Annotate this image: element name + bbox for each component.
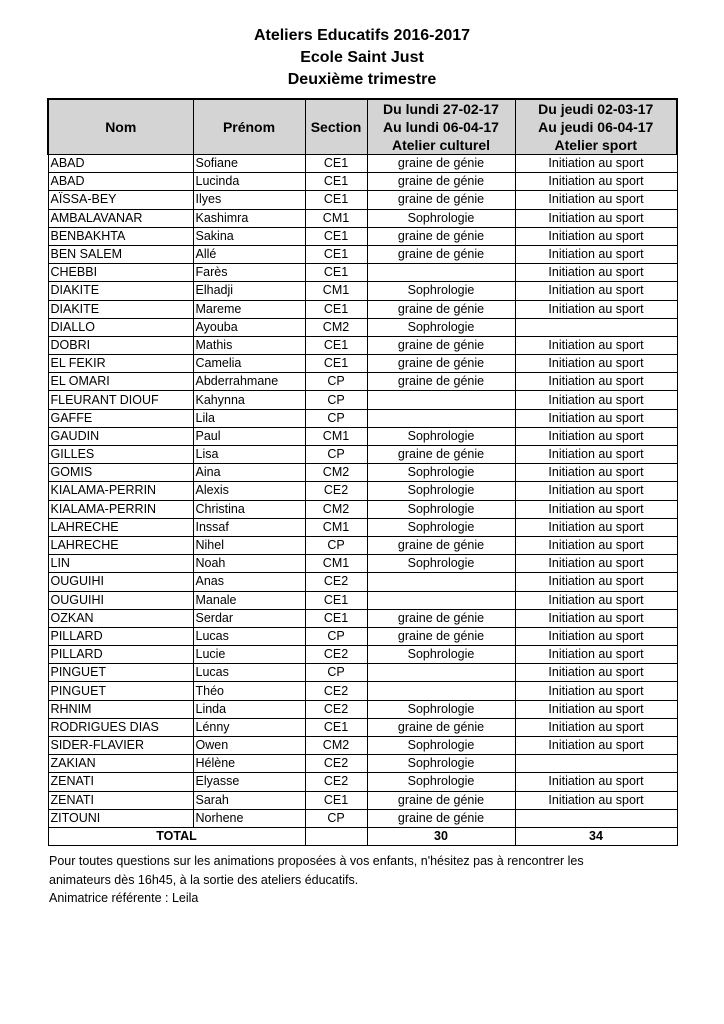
table-row [48,755,677,773]
cell-atelier-culturel: Sophrologie [367,500,515,518]
cell-atelier-sport: Initiation au sport [515,591,677,609]
cell-atelier-sport: Initiation au sport [515,446,677,464]
cell-section: CE2 [305,700,367,718]
cell-atelier-sport: Initiation au sport [515,300,677,318]
cell-nom: GILLES [48,446,193,464]
cell-prenom: Lucinda [193,173,305,191]
total-label: TOTAL [48,827,305,845]
cell-atelier-culturel [367,682,515,700]
cell-prenom: Manale [193,591,305,609]
cell-atelier-sport [515,755,677,773]
cell-atelier-sport: Initiation au sport [515,791,677,809]
cell-prenom: Kashimra [193,209,305,227]
cell-nom: OZKAN [48,609,193,627]
header-prenom: Prénom [193,99,305,155]
table-row [48,573,677,591]
cell-section: CE1 [305,355,367,373]
cell-prenom: Linda [193,700,305,718]
table-row [48,373,677,391]
header-culturel-start: Du lundi 27-02-17 [383,101,499,117]
cell-prenom: Elhadji [193,282,305,300]
table-row [48,264,677,282]
cell-section: CE2 [305,755,367,773]
table-row [48,627,677,645]
cell-section: CP [305,809,367,827]
cell-nom: GOMIS [48,464,193,482]
cell-nom: BEN SALEM [48,245,193,263]
cell-nom: DIAKITE [48,282,193,300]
cell-prenom: Sofiane [193,155,305,173]
header-sport-label: Atelier sport [554,137,637,153]
table-row [48,482,677,500]
total-row [48,827,677,845]
table-row [48,555,677,573]
cell-nom: SIDER-FLAVIER [48,737,193,755]
cell-atelier-sport [515,809,677,827]
cell-nom: DOBRI [48,336,193,354]
cell-nom: ABAD [48,155,193,173]
cell-nom: EL FEKIR [48,355,193,373]
cell-atelier-culturel [367,573,515,591]
table-row [48,209,677,227]
cell-section: CE1 [305,173,367,191]
cell-atelier-sport: Initiation au sport [515,627,677,645]
cell-atelier-culturel: graine de génie [367,536,515,554]
table-body [48,155,677,828]
cell-section: CE2 [305,482,367,500]
cell-nom: AÏSSA-BEY [48,191,193,209]
cell-atelier-sport: Initiation au sport [515,173,677,191]
cell-section: CE1 [305,227,367,245]
cell-prenom: Lisa [193,446,305,464]
cell-atelier-sport: Initiation au sport [515,336,677,354]
cell-section: CE1 [305,245,367,263]
cell-atelier-culturel: Sophrologie [367,209,515,227]
cell-atelier-culturel: graine de génie [367,446,515,464]
cell-atelier-sport: Initiation au sport [515,245,677,263]
cell-section: CP [305,373,367,391]
cell-atelier-culturel: graine de génie [367,336,515,354]
cell-nom: ZENATI [48,773,193,791]
cell-nom: PINGUET [48,664,193,682]
cell-prenom: Abderrahmane [193,373,305,391]
header-row [48,99,677,155]
cell-nom: ZITOUNI [48,809,193,827]
cell-atelier-sport [515,318,677,336]
cell-atelier-sport: Initiation au sport [515,191,677,209]
table-row [48,336,677,354]
cell-section: CE2 [305,682,367,700]
cell-nom: PINGUET [48,682,193,700]
table-row [48,791,677,809]
term-label: Deuxième trimestre [287,71,437,88]
cell-prenom: Noah [193,555,305,573]
cell-nom: LAHRECHE [48,536,193,554]
cell-atelier-culturel: graine de génie [367,355,515,373]
note-line: Pour toutes questions sur les animations proposées à vos enfants, n'hésitez pas à rencontrer les [49,854,584,868]
table-row [48,700,677,718]
school-name: Ecole Saint Just [300,49,424,66]
table-row [48,609,677,627]
cell-prenom: Nihel [193,536,305,554]
total-culturel: 30 [367,827,515,845]
table-row [48,318,677,336]
table-row [48,173,677,191]
cell-atelier-culturel: graine de génie [367,809,515,827]
cell-atelier-sport: Initiation au sport [515,718,677,736]
cell-prenom: Kahynna [193,391,305,409]
cell-nom: ZAKIAN [48,755,193,773]
cell-prenom: Sarah [193,791,305,809]
cell-atelier-sport: Initiation au sport [515,773,677,791]
cell-atelier-sport: Initiation au sport [515,227,677,245]
cell-atelier-culturel [367,409,515,427]
cell-section: CM2 [305,500,367,518]
cell-atelier-culturel: Sophrologie [367,700,515,718]
activities-table [47,98,678,846]
cell-atelier-culturel: Sophrologie [367,427,515,445]
header-section: Section [305,99,367,155]
cell-atelier-sport: Initiation au sport [515,500,677,518]
cell-prenom: Farès [193,264,305,282]
table-row [48,646,677,664]
cell-nom: OUGUIHI [48,573,193,591]
cell-atelier-sport: Initiation au sport [515,209,677,227]
cell-nom: RHNIM [48,700,193,718]
cell-nom: BENBAKHTA [48,227,193,245]
cell-section: CM2 [305,737,367,755]
header-culturel-end: Au lundi 06-04-17 [383,119,499,135]
cell-atelier-sport: Initiation au sport [515,700,677,718]
cell-prenom: Aina [193,464,305,482]
cell-atelier-sport: Initiation au sport [515,427,677,445]
cell-nom: KIALAMA-PERRIN [48,500,193,518]
cell-prenom: Norhene [193,809,305,827]
cell-atelier-sport: Initiation au sport [515,464,677,482]
table-row [48,245,677,263]
cell-atelier-culturel: graine de génie [367,173,515,191]
cell-atelier-sport: Initiation au sport [515,536,677,554]
cell-prenom: Christina [193,500,305,518]
cell-atelier-culturel: Sophrologie [367,773,515,791]
cell-prenom: Elyasse [193,773,305,791]
cell-prenom: Ayouba [193,318,305,336]
table-row [48,809,677,827]
cell-nom: OUGUIHI [48,591,193,609]
cell-atelier-sport: Initiation au sport [515,518,677,536]
cell-prenom: Camelia [193,355,305,373]
cell-atelier-culturel: Sophrologie [367,282,515,300]
cell-atelier-sport: Initiation au sport [515,391,677,409]
cell-prenom: Lucas [193,627,305,645]
cell-prenom: Anas [193,573,305,591]
cell-section: CE1 [305,191,367,209]
cell-atelier-sport: Initiation au sport [515,355,677,373]
cell-section: CM1 [305,209,367,227]
cell-prenom: Allé [193,245,305,263]
cell-section: CE1 [305,155,367,173]
cell-nom: PILLARD [48,646,193,664]
cell-prenom: Owen [193,737,305,755]
cell-atelier-sport: Initiation au sport [515,409,677,427]
cell-nom: CHEBBI [48,264,193,282]
cell-section: CM2 [305,318,367,336]
cell-atelier-sport: Initiation au sport [515,682,677,700]
cell-nom: EL OMARI [48,373,193,391]
cell-section: CP [305,409,367,427]
cell-section: CM1 [305,427,367,445]
cell-prenom: Inssaf [193,518,305,536]
cell-atelier-culturel: Sophrologie [367,518,515,536]
notes-block [49,852,689,908]
cell-section: CE1 [305,609,367,627]
cell-section: CE1 [305,718,367,736]
cell-section: CE1 [305,591,367,609]
cell-atelier-culturel [367,264,515,282]
cell-nom: ZENATI [48,791,193,809]
cell-atelier-culturel: graine de génie [367,191,515,209]
cell-atelier-culturel: graine de génie [367,227,515,245]
cell-atelier-sport: Initiation au sport [515,609,677,627]
note-line: Animatrice référente : Leila [49,891,199,905]
table-row [48,391,677,409]
cell-section: CP [305,627,367,645]
cell-prenom: Lucas [193,664,305,682]
cell-nom: GAFFE [48,409,193,427]
cell-atelier-sport: Initiation au sport [515,555,677,573]
cell-nom: DIALLO [48,318,193,336]
cell-section: CE2 [305,646,367,664]
cell-atelier-culturel: graine de génie [367,155,515,173]
note-line: animateurs dès 16h45, à la sortie des ateliers éducatifs. [49,872,359,887]
table-row [48,664,677,682]
cell-atelier-sport: Initiation au sport [515,155,677,173]
cell-atelier-culturel: Sophrologie [367,482,515,500]
document-title: Ateliers Educatifs 2016-2017 [253,27,471,44]
table-row [48,191,677,209]
cell-atelier-culturel: graine de génie [367,609,515,627]
cell-section: CP [305,664,367,682]
cell-nom: PILLARD [48,627,193,645]
cell-prenom: Lénny [193,718,305,736]
table-row [48,718,677,736]
table-row [48,518,677,536]
cell-atelier-culturel: graine de génie [367,627,515,645]
cell-section: CE1 [305,300,367,318]
cell-prenom: Théo [193,682,305,700]
cell-atelier-culturel: graine de génie [367,300,515,318]
header-culturel-label: Atelier culturel [391,137,491,153]
cell-nom: DIAKITE [48,300,193,318]
total-section-empty [305,827,367,845]
header-culturel [367,99,515,155]
cell-atelier-sport: Initiation au sport [515,737,677,755]
table-row [48,355,677,373]
table-row [48,446,677,464]
cell-atelier-culturel [367,664,515,682]
header-sport-start: Du jeudi 02-03-17 [538,101,654,117]
cell-atelier-culturel: graine de génie [367,373,515,391]
cell-section: CM1 [305,555,367,573]
cell-section: CE2 [305,573,367,591]
cell-nom: KIALAMA-PERRIN [48,482,193,500]
cell-prenom: Lila [193,409,305,427]
cell-section: CM1 [305,282,367,300]
cell-section: CM1 [305,518,367,536]
cell-prenom: Alexis [193,482,305,500]
table-row [48,591,677,609]
cell-section: CE1 [305,791,367,809]
cell-prenom: Paul [193,427,305,445]
cell-section: CP [305,536,367,554]
cell-atelier-sport: Initiation au sport [515,282,677,300]
header-sport-end: Au jeudi 06-04-17 [538,119,654,135]
cell-prenom: Ilyes [193,191,305,209]
cell-atelier-sport: Initiation au sport [515,264,677,282]
cell-atelier-culturel: Sophrologie [367,464,515,482]
cell-section: CM2 [305,464,367,482]
cell-nom: GAUDIN [48,427,193,445]
table-row [48,300,677,318]
table-row [48,227,677,245]
cell-atelier-culturel [367,591,515,609]
cell-section: CP [305,391,367,409]
cell-atelier-culturel: Sophrologie [367,555,515,573]
table-row [48,282,677,300]
table-row [48,737,677,755]
table-row [48,155,677,173]
cell-nom: FLEURANT DIOUF [48,391,193,409]
cell-nom: AMBALAVANAR [48,209,193,227]
header-nom: Nom [48,99,193,155]
cell-atelier-culturel: graine de génie [367,791,515,809]
cell-atelier-culturel: graine de génie [367,718,515,736]
cell-atelier-culturel: Sophrologie [367,755,515,773]
table-row [48,500,677,518]
cell-atelier-sport: Initiation au sport [515,646,677,664]
cell-atelier-sport: Initiation au sport [515,573,677,591]
cell-prenom: Hélène [193,755,305,773]
cell-section: CP [305,446,367,464]
total-sport: 34 [515,827,677,845]
cell-prenom: Serdar [193,609,305,627]
cell-nom: RODRIGUES DIAS [48,718,193,736]
cell-atelier-sport: Initiation au sport [515,664,677,682]
header-sport [515,99,677,155]
cell-atelier-culturel: Sophrologie [367,737,515,755]
cell-atelier-culturel: graine de génie [367,245,515,263]
table-row [48,427,677,445]
table-row [48,536,677,554]
table-row [48,409,677,427]
cell-prenom: Sakina [193,227,305,245]
cell-nom: ABAD [48,173,193,191]
cell-section: CE1 [305,336,367,354]
cell-nom: LAHRECHE [48,518,193,536]
table-row [48,464,677,482]
cell-atelier-culturel: Sophrologie [367,646,515,664]
cell-atelier-culturel [367,391,515,409]
title-block [0,25,724,91]
cell-atelier-sport: Initiation au sport [515,373,677,391]
cell-prenom: Mareme [193,300,305,318]
cell-nom: LIN [48,555,193,573]
cell-atelier-sport: Initiation au sport [515,482,677,500]
table-row [48,773,677,791]
cell-section: CE1 [305,264,367,282]
cell-section: CE2 [305,773,367,791]
cell-atelier-culturel: Sophrologie [367,318,515,336]
cell-prenom: Mathis [193,336,305,354]
table-row [48,682,677,700]
cell-prenom: Lucie [193,646,305,664]
